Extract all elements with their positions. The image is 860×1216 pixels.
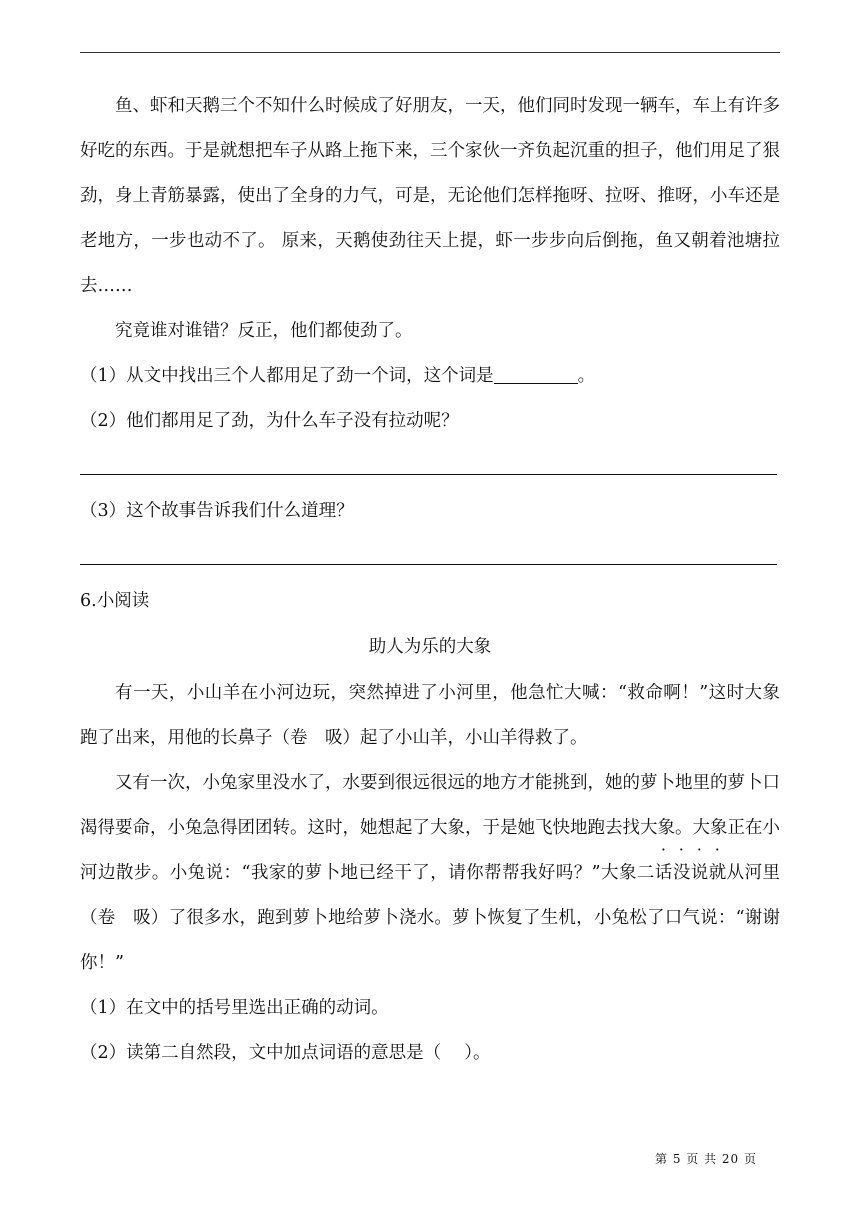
answer-blank[interactable] [494,365,578,384]
dotted-char: 二 [636,863,655,883]
question-1-text: （1）从文中找出三个人都用足了劲一个词，这个词是 [80,366,494,386]
dotted-word [637,863,709,883]
reading-question-2: （2）读第二自然段，文中加点词语的意思是（ ）。 [80,1043,491,1063]
question-1-end: 。 [577,366,596,386]
question-1 [80,354,780,399]
dotted-char: 没 [672,863,691,883]
reading-paragraph-2-part-a: 又有一次，小兔家里没水了，水要到很远很远的地方才能挑到，她的萝卜地里的萝卜口渴得要命，小兔急得团团转。这时，她想起了大象，于是她飞快地跑去找大象。大象正在小河边散步。小兔说：“我家的萝卜地已经干了，请你帮帮我好吗？”大象 [80,773,780,883]
reading-paragraph-2 [80,761,816,986]
answer-line-3[interactable] [80,564,777,565]
story-paragraph-2: 究竟谁对谁错？反正，他们都使劲了。 [115,321,413,341]
answer-area-3 [80,534,780,579]
reading-question-1: （1）在文中的括号里选出正确的动词。 [80,998,389,1018]
header-rule [80,52,780,53]
answer-area-2 [80,444,780,489]
story-paragraph-1: 鱼、虾和天鹅三个不知什么时候成了好朋友，一天，他们同时发现一辆车，车上有许多好吃的东西。于是就想把车子从路上拖下来，三个家伙一齐负起沉重的担子，他们用足了狠劲，身上青筋暴露，使出了全身的力气，可是，无论他们怎样拖呀、拉呀、推呀，小车还是老地方，一步也动不了。 原来，天鹅使劲往天上提，虾一步步向后倒拖，鱼又朝着池塘拉去…… [80,96,780,296]
document-body [80,84,816,1076]
question-2: （2）他们都用足了劲，为什么车子没有拉动呢？ [80,411,459,431]
dotted-char: 说 [690,863,709,883]
answer-line-2[interactable] [80,474,777,475]
page-number: 第 5 页 共 20 页 [655,1152,757,1166]
reading-paragraph-2-part-b: 就从河里 （卷 吸）了很多水，跑到萝卜地给萝卜浇水。萝卜恢复了生机，小兔松了口气说：“谢谢你！” [80,863,816,973]
dotted-char: 话 [654,863,673,883]
section-heading: 6.小阅读 [80,591,150,611]
reading-title: 助人为乐的大象 [368,637,492,657]
question-3: （3）这个故事告诉我们什么道理？ [80,501,354,521]
reading-paragraph-1: 有一天，小山羊在小河边玩，突然掉进了小河里，他急忙大喊：“救命啊！”这时大象跑了出来，用他的长鼻子（卷 吸）起了小山羊，小山羊得救了。 [80,683,780,748]
